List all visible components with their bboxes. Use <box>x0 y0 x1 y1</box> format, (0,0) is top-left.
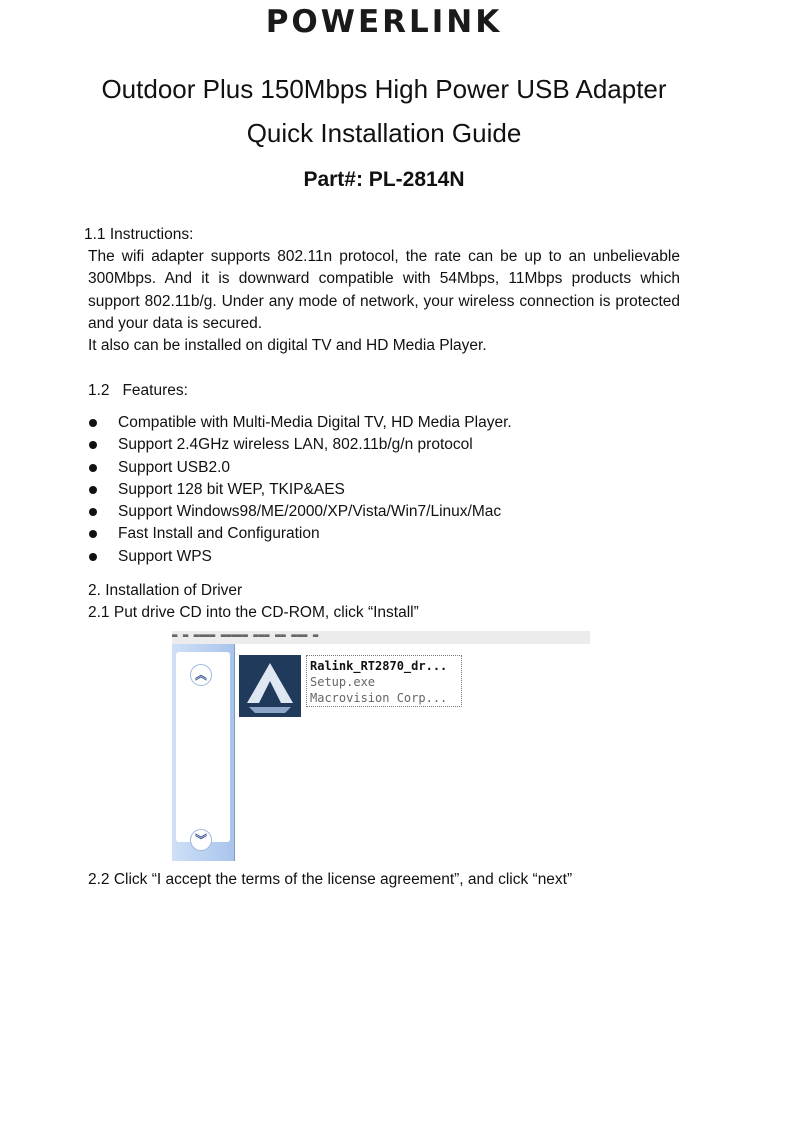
install-screenshot <box>172 631 590 861</box>
features-heading: 1.2 Features: <box>88 382 188 399</box>
driver-heading: 2. Installation of Driver <box>88 582 243 599</box>
file-company: Macrovision Corp... <box>310 691 448 705</box>
file-name: Ralink_RT2870_dr... <box>310 659 448 673</box>
list-item: Support Windows98/ME/2000/XP/Vista/Win7/Linux/Mac <box>88 501 512 523</box>
collapse-up-icon[interactable]: ︽ <box>190 664 212 686</box>
list-item: Support 128 bit WEP, TKIP&AES <box>88 479 512 501</box>
instructions-heading: 1.1 Instructions: <box>84 226 194 243</box>
brand-logo: POWERLINK <box>265 4 503 40</box>
screenshot-address-bar: ▬ ▬ ▬▬▬▬ ▬▬▬▬▬ ▬▬▬ ▬▬ ▬▬▬ ▬ <box>172 631 590 644</box>
list-item: Support 2.4GHz wireless LAN, 802.11b/g/n protocol <box>88 434 512 456</box>
features-list <box>88 412 512 568</box>
driver-step-1: 2.1 Put drive CD into the CD-ROM, click “Install” <box>88 604 419 621</box>
part-number: Part#: PL-2814N <box>303 168 465 191</box>
list-item: Support USB2.0 <box>88 457 512 479</box>
screenshot-side-pane <box>172 644 235 861</box>
list-item: Compatible with Multi-Media Digital TV, HD Media Player. <box>88 412 512 434</box>
list-item: Support WPS <box>88 546 512 568</box>
instructions-paragraph: The wifi adapter supports 802.11n protocol, the rate can be up to an unbelievable 300Mbps. And it is downward compatible with 54Mbps, 11Mbps products which support 802.11b/g. Under any mode of network, your wireless connection is protected and your data is secured. <box>88 248 680 332</box>
instructions-note: It also can be installed on digital TV and HD Media Player. <box>88 337 487 354</box>
file-type: Setup.exe <box>310 675 376 689</box>
setup-file-label[interactable] <box>306 655 462 707</box>
document-title: Outdoor Plus 150Mbps High Power USB Adapter <box>101 74 667 104</box>
document-subtitle: Quick Installation Guide <box>246 118 522 148</box>
driver-step-2: 2.2 Click “I accept the terms of the license agreement”, and click “next” <box>88 871 573 888</box>
setup-file-icon[interactable] <box>239 655 301 717</box>
list-item: Fast Install and Configuration <box>88 523 512 545</box>
expand-down-icon[interactable]: ︾ <box>190 829 212 851</box>
